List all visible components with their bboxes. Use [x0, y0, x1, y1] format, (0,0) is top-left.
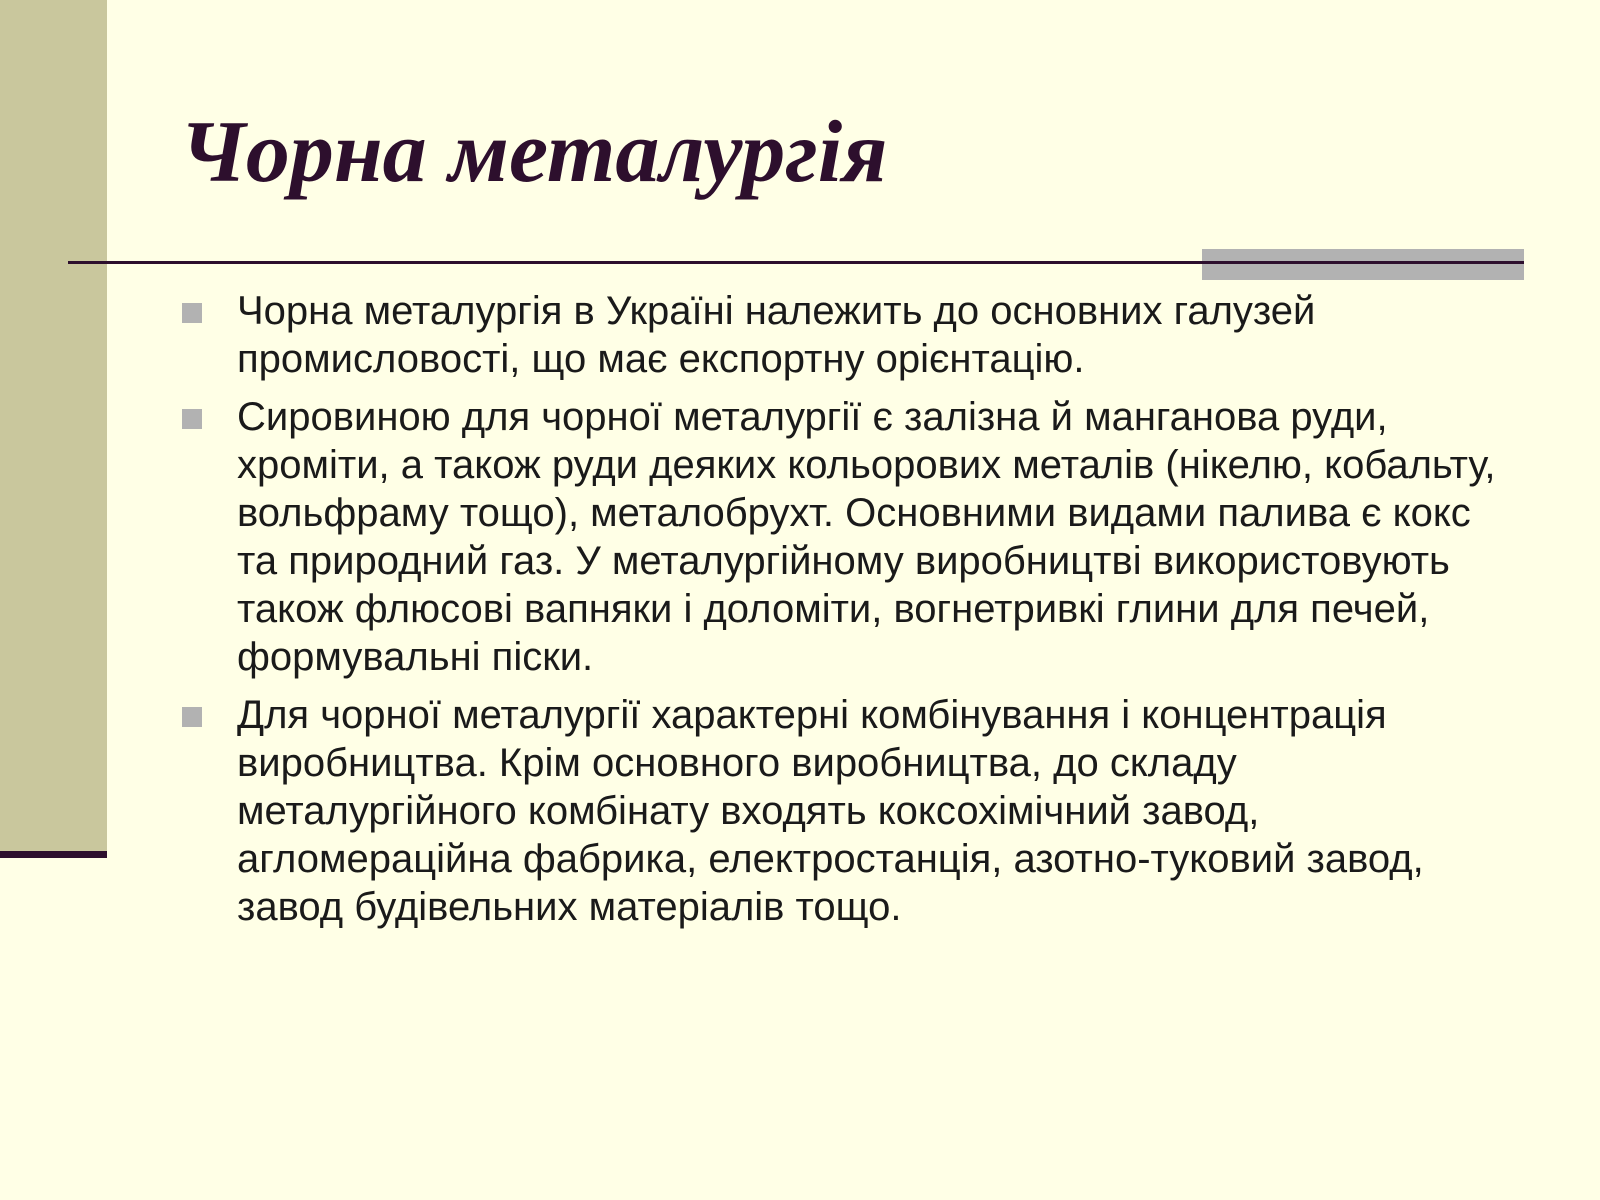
bullet-item — [180, 393, 1510, 681]
title-divider-line — [68, 261, 1524, 264]
title-accent-bar — [1202, 249, 1524, 280]
side-band-divider — [0, 851, 107, 858]
bullet-list — [180, 287, 1510, 941]
bullet-text: Сировиною для чорної металургії є залізна й манганова руди, хроміти, а також руди деяких кольорових металів (нікелю, кобальту, вольфраму тощо), металобрухт. Основними видами палива є кокс та природний газ. У металургійному виробництві використовують також флюсові вапняки і доломіти, вогнетривкі глини для печей, формувальні піски. — [237, 395, 1496, 679]
bullet-item — [180, 691, 1510, 931]
bullet-item — [180, 287, 1510, 383]
square-bullet-icon — [182, 303, 202, 323]
bullet-text: Для чорної металургії характерні комбінування і концентрація виробництва. Крім основного виробництва, до складу металургійного комбінату входять коксохімічний завод, агломераційна фабрика, електростанція, азотно-туковий завод, завод будівельних матеріалів тощо. — [237, 693, 1424, 929]
side-decorative-band — [0, 0, 107, 855]
square-bullet-icon — [182, 409, 202, 429]
slide-title: Чорна металургія — [180, 104, 888, 201]
square-bullet-icon — [182, 707, 202, 727]
bullet-text: Чорна металургія в Україні належить до основних галузей промисловості, що має експортну орієнтацію. — [237, 289, 1316, 381]
